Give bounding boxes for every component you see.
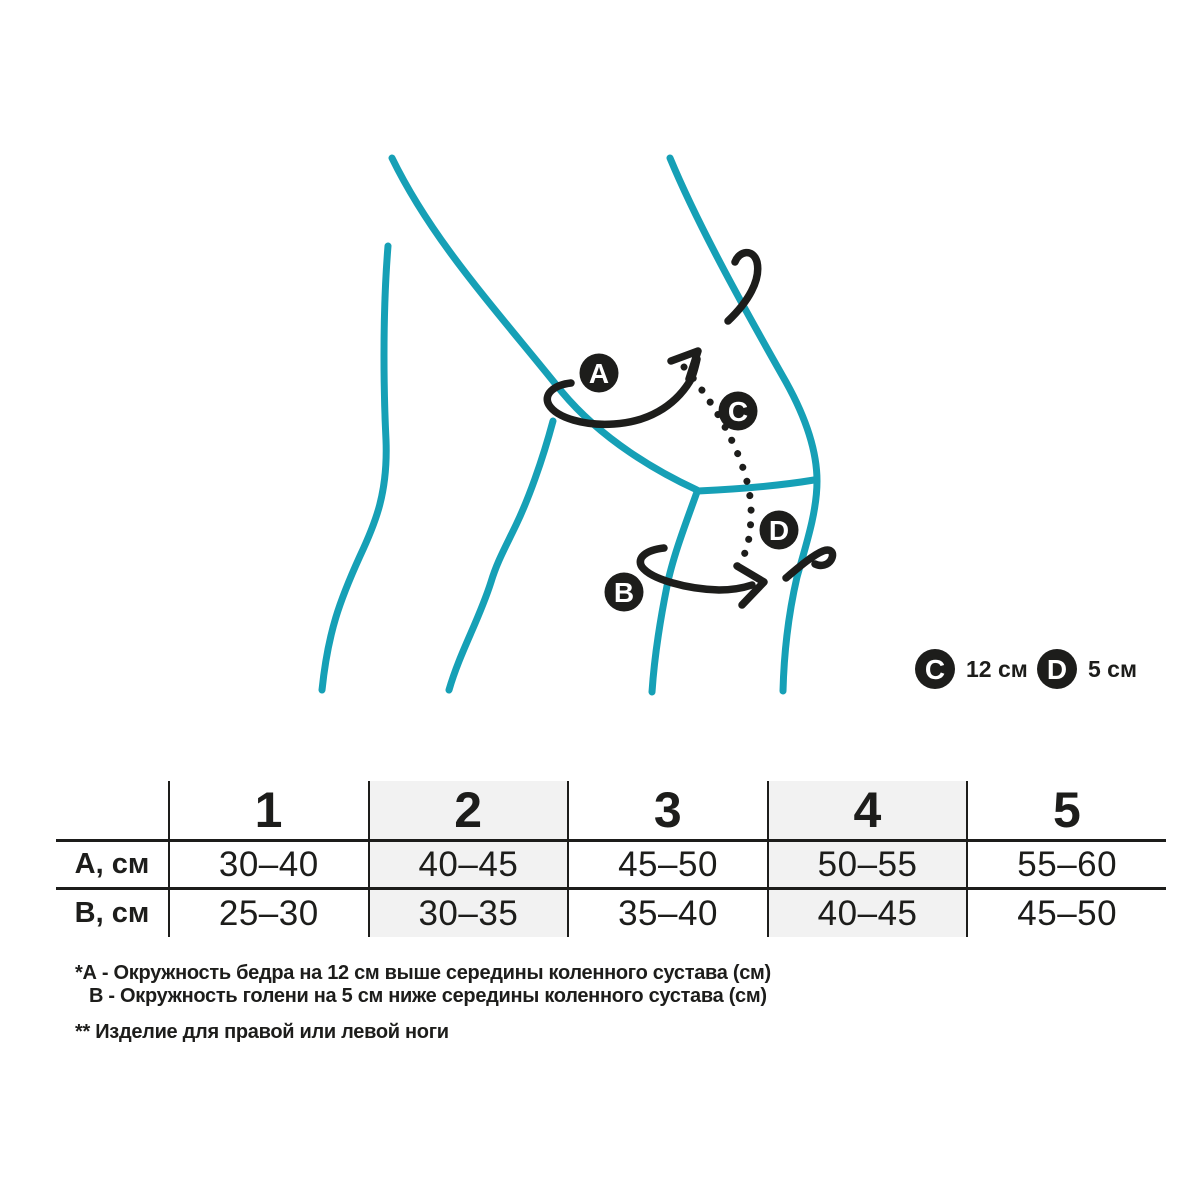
- legend-c-letter: C: [924, 654, 946, 685]
- row-a-size-2: 40–45: [368, 842, 568, 890]
- far-leg-front-line: [449, 421, 553, 690]
- measure-a-loop: [547, 359, 697, 424]
- row-a-size-1: 30–40: [168, 842, 368, 890]
- footnote-measure-a: *А - Окружность бедра на 12 см выше середины коленного сустава (см): [75, 962, 771, 984]
- row-b-size-5: 45–50: [966, 890, 1166, 937]
- footnote-left-right: ** Изделие для правой или левой ноги: [75, 1021, 449, 1043]
- row-b-size-1: 25–30: [168, 890, 368, 937]
- marker-b-letter: B: [613, 577, 635, 608]
- size-col-header-4: 4: [767, 781, 967, 842]
- row-a-size-4: 50–55: [767, 842, 967, 890]
- size-table: [56, 781, 1166, 937]
- size-col-header-2: 2: [368, 781, 568, 842]
- row-b-size-4: 40–45: [767, 890, 967, 937]
- marker-d-letter: D: [768, 515, 790, 546]
- legend: [915, 649, 1137, 689]
- far-leg-back-line: [322, 246, 388, 690]
- measurement-marks: [547, 253, 832, 605]
- footnote-measure-b: В - Окружность голени на 5 см ниже середины коленного сустава (см): [89, 985, 767, 1007]
- shin-front-line: [652, 492, 697, 692]
- legend-d-value: 5 см: [1088, 656, 1137, 682]
- kneecap-line: [698, 480, 814, 491]
- legend-d-letter: D: [1046, 654, 1068, 685]
- row-b-size-3: 35–40: [567, 890, 767, 937]
- size-table-corner-cell: [56, 781, 168, 842]
- row-b-label: В, см: [74, 897, 150, 929]
- size-col-header-5: 5: [966, 781, 1166, 842]
- row-a-size-5: 55–60: [966, 842, 1166, 890]
- legend-c-value: 12 см: [966, 656, 1028, 682]
- row-a-label: А, см: [56, 842, 168, 890]
- row-b-size-2: 30–35: [368, 890, 568, 937]
- measure-b-back-hook: [786, 550, 833, 578]
- marker-c-letter: C: [727, 396, 749, 427]
- marker-a-letter: A: [588, 358, 610, 389]
- row-a-size-3: 45–50: [567, 842, 767, 890]
- size-col-header-3: 3: [567, 781, 767, 842]
- size-col-header-1: 1: [168, 781, 368, 842]
